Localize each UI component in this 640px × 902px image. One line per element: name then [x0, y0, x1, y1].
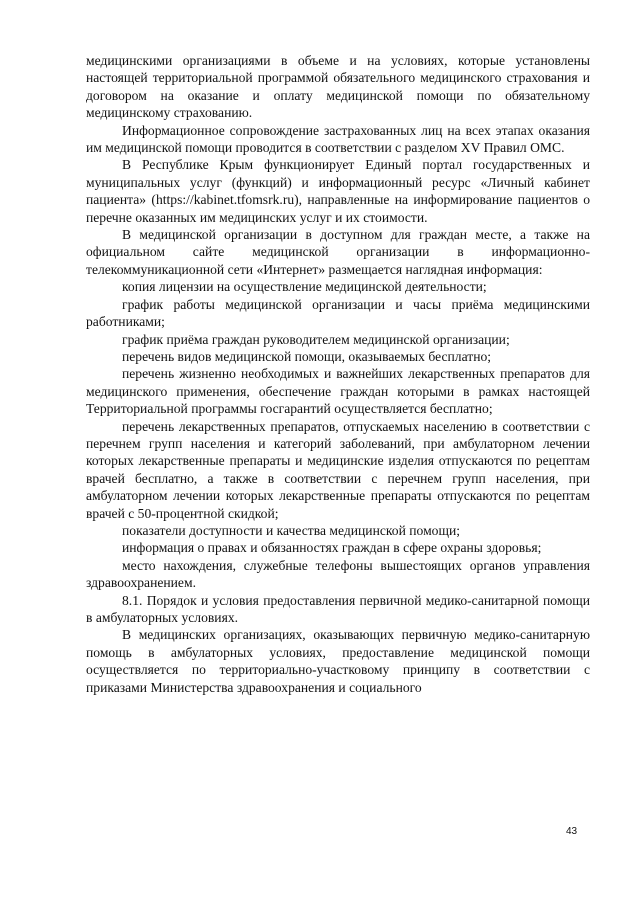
list-item: показатели доступности и качества медицинской помощи;: [122, 522, 460, 538]
list-item: график приёма граждан руководителем медицинской организации;: [122, 331, 510, 347]
list-item: график работы медицинской организации и часы приёма медицинскими работниками;: [86, 296, 590, 330]
list-item: копия лицензии на осуществление медицинской деятельности;: [122, 279, 487, 295]
list-item: информация о правах и обязанностях граждан в сфере охраны здоровья;: [122, 540, 542, 556]
paragraph: В медицинских организациях, оказывающих первичную медико-санитарную помощь в амбулаторных условиях, предоставление медицинской помощи осуществляется по территориально-участковому принципу в соответствии с приказами Министерства здравоохранения и социального: [86, 627, 590, 695]
list-item: перечень жизненно необходимых и важнейших лекарственных препаратов для медицинского применения, обеспечение граждан которыми в рамках настоящей Территориальной программы госгарантий осуществляется бесплатно;: [86, 366, 590, 417]
body-text: [86, 52, 590, 696]
section-heading: 8.1. Порядок и условия предоставления первичной медико-санитарной помощи в амбулаторных условиях.: [86, 592, 590, 625]
paragraph: В Республике Крым функционирует Единый портал государственных и муниципальных услуг (функций) и информационный ресурс «Личный кабинет пациента» (https://kabinet.tfomsrk.ru), направленные на информирование пациентов о перечне оказанных им медицинских услуг и их стоимости.: [86, 157, 590, 225]
page-number: 43: [566, 826, 578, 837]
list-item: место нахождения, служебные телефоны вышестоящих органов управления здравоохранением.: [86, 557, 590, 591]
paragraph: В медицинской организации в доступном для граждан месте, а также на официальном сайте медицинской организации в информационно-телекоммуникационной сети «Интернет» размещается наглядная информация:: [86, 227, 590, 277]
paragraph: Информационное сопровождение застрахованных лиц на всех этапах оказания им медицинской помощи проводится в соответствии с разделом XV Правил ОМС.: [86, 122, 590, 156]
list-item: перечень лекарственных препаратов, отпускаемых населению в соответствии с перечнем групп населения и категорий заболеваний, при амбулаторном лечении которых лекарственные препараты и медицинские изделия отпускаются по рецептам врачей бесплатно, а также в соответствии с перечнем групп населения, при амбулаторном лечении которых лекарственные препараты отпускаются по рецептам врачей с 50-процентной скидкой;: [86, 418, 590, 521]
list-item: перечень видов медицинской помощи, оказываемых бесплатно;: [122, 348, 492, 364]
paragraph: медицинскими организациями в объеме и на условиях, которые установлены настоящей территориальной программой обязательного медицинского страхования и договором на оказание и оплату медицинской помощи по обязательному медицинскому страхованию.: [86, 53, 590, 121]
